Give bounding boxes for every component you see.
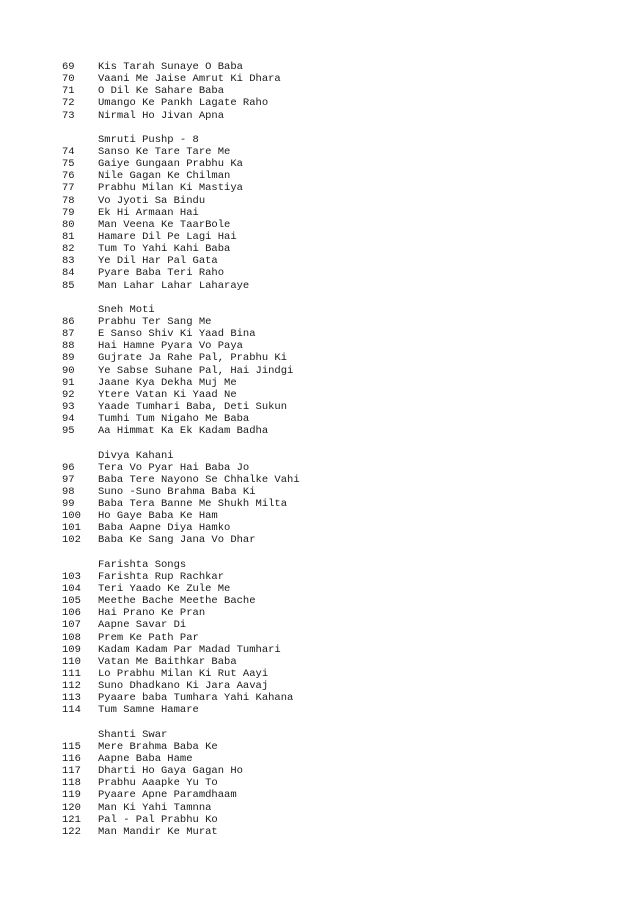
list-item [62,425,622,437]
item-title: Ye Sabse Suhane Pal, Hai Jindgi [98,364,294,377]
list-item [62,571,622,583]
item-number: 100 [62,510,81,523]
item-number: 114 [62,704,81,717]
list-item [62,340,622,352]
item-title: Suno Dhadkano Ki Jara Aavaj [98,680,269,693]
item-title: Hai Prano Ke Pran [98,607,206,620]
list-item [62,280,622,292]
item-title: Baba Tere Nayono Se Chhalke Vahi [98,473,300,486]
item-number: 110 [62,655,81,668]
item-number: 120 [62,801,81,814]
item-title: Prabhu Milan Ki Mastiya [98,182,243,195]
item-number: 94 [62,413,75,426]
list-item [62,632,622,644]
item-title: Man Veena Ke TaarBole [98,218,231,231]
item-title: Umango Ke Pankh Lagate Raho [98,97,269,110]
list-item [62,753,622,765]
item-number: 112 [62,680,81,693]
list-item [62,97,622,109]
item-title: Aa Himmat Ka Ek Kadam Badha [98,425,269,438]
list-item [62,692,622,704]
item-number: 117 [62,765,81,778]
item-number: 121 [62,813,81,826]
section-spacer [62,122,622,134]
item-number: 99 [62,498,75,511]
item-number: 90 [62,364,75,377]
list-item [62,583,622,595]
list-item [62,158,622,170]
list-item [62,522,622,534]
item-title: Pyaare baba Tumhara Yahi Kahana [98,692,294,705]
section-spacer [62,292,622,304]
item-title: Tum To Yahi Kahi Baba [98,243,231,256]
item-title: Baba Aapne Diya Hamko [98,522,231,535]
item-title: Suno -Suno Brahma Baba Ki [98,485,256,498]
item-title: Prabhu Ter Sang Me [98,315,212,328]
section-heading: Sneh Moti [98,303,155,316]
item-title: Gaiye Gungaan Prabhu Ka [98,158,243,171]
item-number: 77 [62,182,75,195]
item-number: 103 [62,570,81,583]
item-title: Lo Prabhu Milan Ki Rut Aayi [98,668,269,681]
item-number: 101 [62,522,81,535]
item-number: 71 [62,85,75,98]
item-number: 96 [62,461,75,474]
item-title: Yaade Tumhari Baba, Deti Sukun [98,400,288,413]
item-number: 111 [62,668,81,681]
item-number: 105 [62,595,81,608]
list-item [62,644,622,656]
item-number: 85 [62,279,75,292]
item-title: Vaani Me Jaise Amrut Ki Dhara [98,73,281,86]
item-title: Pyare Baba Teri Raho [98,267,225,280]
item-title: Gujrate Ja Rahe Pal, Prabhu Ki [98,352,288,365]
item-number: 102 [62,534,81,547]
list-item [62,741,622,753]
item-title: Kadam Kadam Par Madad Tumhari [98,643,281,656]
item-number: 116 [62,753,81,766]
item-number: 87 [62,328,75,341]
item-number: 86 [62,315,75,328]
list-item [62,814,622,826]
item-title: Prabhu Aaapke Yu To [98,777,218,790]
item-title: Aapne Savar Di [98,619,187,632]
item-title: Nirmal Ho Jivan Apna [98,109,225,122]
item-title: Prem Ke Path Par [98,631,199,644]
item-number: 108 [62,631,81,644]
item-number: 81 [62,230,75,243]
item-number: 73 [62,109,75,122]
list-item [62,170,622,182]
item-number: 80 [62,218,75,231]
item-title: Aapne Baba Hame [98,753,193,766]
list-item [62,802,622,814]
item-number: 93 [62,400,75,413]
item-title: Vatan Me Baithkar Baba [98,655,237,668]
item-title: Pyaare Apne Paramdhaam [98,789,237,802]
item-number: 82 [62,243,75,256]
item-number: 78 [62,194,75,207]
list-item [62,377,622,389]
item-title: Ek Hi Armaan Hai [98,206,199,219]
list-item [62,352,622,364]
item-title: Vo Jyoti Sa Bindu [98,194,206,207]
list-item [62,534,622,546]
item-title: Jaane Kya Dekha Muj Me [98,376,237,389]
item-title: Man Lahar Lahar Laharaye [98,279,250,292]
list-item [62,316,622,328]
list-item [62,474,622,486]
item-number: 75 [62,158,75,171]
item-title: Ye Dil Har Pal Gata [98,255,218,268]
list-item [62,231,622,243]
list-item [62,195,622,207]
item-title: Man Mandir Ke Murat [98,825,218,838]
item-number: 72 [62,97,75,110]
list-item [62,789,622,801]
item-title: Hamare Dil Pe Lagi Hai [98,230,237,243]
item-number: 83 [62,255,75,268]
item-title: Sanso Ke Tare Tare Me [98,145,231,158]
item-number: 69 [62,61,75,73]
item-title: Ytere Vatan Ki Yaad Ne [98,388,237,401]
list-item [62,110,622,122]
item-number: 113 [62,692,81,705]
item-number: 115 [62,740,81,753]
item-title: Farishta Rup Rachkar [98,570,225,583]
section-heading: Shanti Swar [98,728,168,741]
section-heading: Farishta Songs [98,558,187,571]
item-title: Hai Hamne Pyara Vo Paya [98,340,243,353]
item-title: Pal - Pal Prabhu Ko [98,813,218,826]
item-number: 109 [62,643,81,656]
list-item [62,498,622,510]
list-item [62,413,622,425]
list-item [62,668,622,680]
item-number: 122 [62,825,81,838]
list-item [62,207,622,219]
item-title: Kis Tarah Sunaye O Baba [98,61,243,73]
item-number: 91 [62,376,75,389]
item-number: 95 [62,425,75,438]
item-title: Tera Vo Pyar Hai Baba Jo [98,461,250,474]
item-title: Ho Gaye Baba Ke Ham [98,510,218,523]
list-item [62,73,622,85]
list-item [62,826,622,838]
list-item [62,656,622,668]
item-title: Nile Gagan Ke Chilman [98,170,231,183]
item-number: 92 [62,388,75,401]
section-spacer [62,717,622,729]
item-title: Tumhi Tum Nigaho Me Baba [98,413,250,426]
list-item [62,389,622,401]
item-title: O Dil Ke Sahare Baba [98,85,225,98]
item-number: 84 [62,267,75,280]
item-number: 98 [62,485,75,498]
list-item [62,704,622,716]
item-number: 74 [62,145,75,158]
item-number: 89 [62,352,75,365]
item-number: 104 [62,583,81,596]
list-item [62,619,622,631]
section-spacer [62,547,622,559]
item-number: 70 [62,73,75,86]
section-spacer [62,437,622,449]
item-number: 79 [62,206,75,219]
list-item [62,255,622,267]
list-item [62,219,622,231]
song-list [62,61,622,838]
list-item [62,777,622,789]
list-item [62,267,622,279]
item-title: E Sanso Shiv Ki Yaad Bina [98,328,256,341]
item-number: 106 [62,607,81,620]
list-item [62,765,622,777]
list-item [62,61,622,73]
item-number: 119 [62,789,81,802]
item-title: Man Ki Yahi Tamnna [98,801,212,814]
list-item [62,85,622,97]
list-item [62,328,622,340]
item-title: Mere Brahma Baba Ke [98,740,218,753]
section-heading: Smruti Pushp - 8 [98,133,199,146]
item-title: Baba Tera Banne Me Shukh Milta [98,498,288,511]
list-item [62,680,622,692]
list-item [62,182,622,194]
list-item [62,510,622,522]
list-item [62,365,622,377]
item-number: 118 [62,777,81,790]
item-number: 88 [62,340,75,353]
list-item [62,146,622,158]
list-item [62,243,622,255]
list-item [62,401,622,413]
item-title: Dharti Ho Gaya Gagan Ho [98,765,243,778]
list-item [62,607,622,619]
item-title: Baba Ke Sang Jana Vo Dhar [98,534,256,547]
item-title: Teri Yaado Ke Zule Me [98,583,231,596]
item-title: Tum Samne Hamare [98,704,199,717]
list-item [62,486,622,498]
list-item [62,462,622,474]
item-number: 107 [62,619,81,632]
list-item [62,595,622,607]
item-number: 97 [62,473,75,486]
item-number: 76 [62,170,75,183]
section-heading: Divya Kahani [98,449,174,462]
item-title: Meethe Bache Meethe Bache [98,595,256,608]
